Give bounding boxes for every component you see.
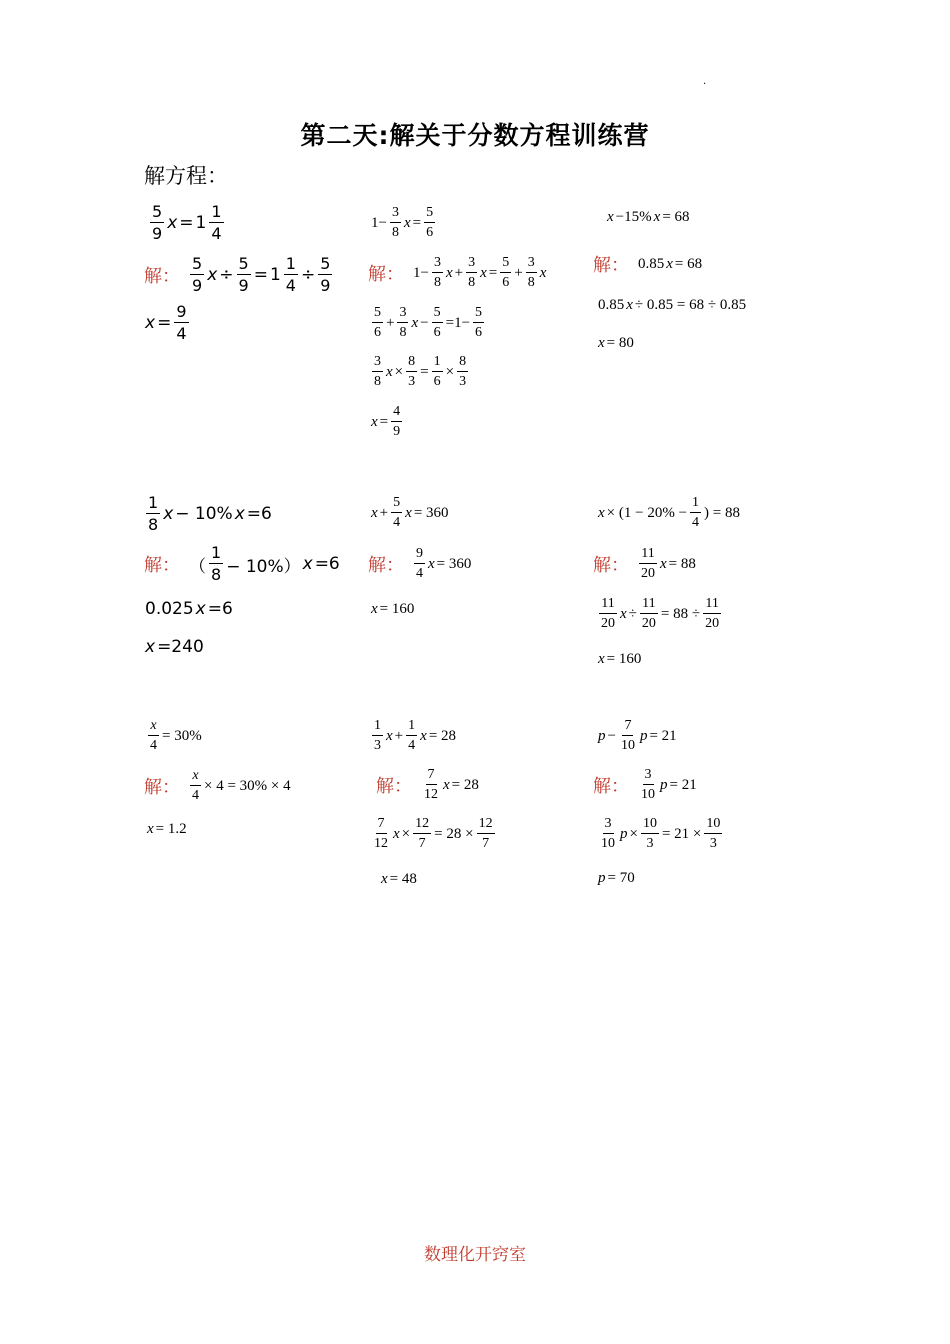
solve-label: 解： (368, 555, 404, 576)
denominator: 9 (152, 224, 163, 243)
numerator: 10 (704, 817, 722, 834)
numerator: 3 (526, 256, 537, 273)
denominator: 8 (399, 325, 407, 340)
problem-1-equation (148, 204, 226, 242)
fraction (432, 306, 443, 340)
denominator: 20 (601, 616, 615, 631)
symbol: =6 (207, 599, 233, 619)
problem-3-step-3 (597, 335, 635, 352)
numerator: 1 (690, 496, 701, 513)
denominator: 8 (433, 275, 441, 290)
problem-8-equation (370, 719, 457, 753)
variable: x (195, 599, 206, 619)
denominator: 3 (374, 738, 381, 753)
numerator: 11 (640, 597, 657, 614)
numerator: 1 (148, 493, 159, 512)
numerator: 12 (477, 817, 495, 834)
fraction (457, 355, 468, 389)
denominator: 8 (468, 275, 476, 290)
numerator: 1 (285, 254, 296, 273)
problem-7-step-2 (146, 821, 188, 838)
fraction (477, 817, 495, 851)
fraction (639, 768, 657, 802)
problem-9-step-3 (597, 870, 636, 887)
denominator: 8 (391, 225, 399, 240)
symbol: =6 (246, 504, 272, 524)
symbol: 0.025 (145, 599, 194, 619)
fraction (209, 204, 223, 242)
numerator: 3 (432, 256, 443, 273)
solve-label: 解： (144, 555, 180, 576)
denominator: 9 (192, 276, 203, 295)
variable: x (403, 214, 411, 231)
symbol: × (629, 825, 638, 842)
denominator: 6 (426, 225, 434, 240)
denominator: 4 (211, 224, 222, 243)
numerator: x (190, 769, 200, 786)
symbol: − 10% (175, 504, 233, 524)
problem-2-step-2 (370, 306, 486, 340)
variable: x (381, 871, 388, 887)
symbol: = (488, 264, 498, 281)
symbol: = 360 (413, 504, 449, 521)
variable: x (145, 637, 156, 657)
fraction (413, 817, 431, 851)
variable: x (386, 727, 393, 744)
variable: x (607, 209, 614, 225)
symbol: = 360 (436, 555, 472, 572)
symbol: = 28 (451, 776, 479, 793)
solve-label: 解： (144, 777, 180, 798)
symbol: =240 (157, 637, 204, 657)
symbol: = (379, 413, 389, 430)
numerator: 5 (152, 202, 163, 221)
fraction (526, 256, 537, 290)
numerator: 5 (372, 306, 383, 323)
symbol: × (401, 825, 411, 842)
denominator: 9 (238, 276, 249, 295)
symbol: × (394, 363, 404, 380)
numerator: x (148, 719, 158, 736)
variable: p (639, 727, 648, 744)
fraction (390, 206, 401, 240)
denominator: 4 (176, 324, 187, 343)
problem-4-step-3 (144, 637, 205, 657)
denominator: 6 (502, 275, 510, 290)
problem-6-step-3 (597, 651, 642, 668)
symbol: − (607, 727, 616, 744)
symbol: × (1 − 20% − (606, 504, 688, 521)
problem-4-equation (144, 495, 273, 533)
symbol: −15% (615, 209, 652, 225)
fraction (209, 545, 223, 583)
symbol: （ (189, 556, 206, 577)
numerator: 5 (391, 496, 402, 513)
numerator: 9 (176, 302, 187, 321)
fraction (466, 256, 477, 290)
fraction (641, 817, 659, 851)
symbol: + (394, 727, 404, 744)
variable: x (411, 314, 419, 331)
numerator: 3 (603, 817, 614, 834)
problem-5-step-2 (370, 601, 415, 618)
denominator: 10 (620, 738, 635, 753)
variable: x (207, 265, 218, 285)
variable: p (598, 870, 606, 886)
fraction (424, 206, 435, 240)
denominator: 10 (601, 836, 615, 851)
symbol: = (412, 214, 422, 231)
solve-label: 解： (368, 264, 404, 285)
fraction (432, 256, 443, 290)
numerator: 5 (320, 254, 331, 273)
numerator: 4 (391, 405, 402, 422)
problem-1-step-1 (144, 256, 334, 294)
symbol: = (420, 363, 429, 380)
symbol: = 70 (607, 870, 635, 886)
numerator: 1 (211, 543, 222, 562)
numerator: 12 (413, 817, 431, 834)
fraction (318, 256, 332, 294)
variable: x (420, 727, 427, 744)
fraction (414, 547, 425, 581)
denominator: 6 (433, 374, 441, 389)
variable: x (666, 255, 673, 272)
fraction (372, 817, 390, 851)
fraction (619, 719, 637, 753)
symbol: × (445, 363, 455, 380)
denominator: 4 (192, 788, 199, 803)
fraction (473, 306, 484, 340)
symbol: = 1.2 (155, 821, 187, 837)
numerator: 5 (192, 254, 203, 273)
numerator: 1 (432, 355, 443, 372)
symbol: = 28 (428, 727, 457, 744)
fraction (406, 355, 417, 389)
variable: x (371, 413, 378, 430)
denominator: 12 (424, 787, 438, 802)
fraction (640, 597, 658, 631)
numerator: 10 (641, 817, 659, 834)
fraction (391, 405, 402, 439)
problem-5-step-1 (368, 547, 472, 581)
symbol: = 21 (649, 727, 677, 744)
symbol: = 21 × (661, 825, 702, 842)
variable: p (660, 776, 668, 793)
symbol: =6 (314, 554, 340, 574)
variable: x (371, 504, 378, 521)
problem-2-step-3 (370, 355, 470, 389)
denominator: 4 (408, 738, 416, 753)
numerator: 3 (466, 256, 477, 273)
variable: x (393, 825, 400, 842)
numerator: 5 (432, 306, 443, 323)
fraction (237, 256, 251, 294)
denominator: 3 (709, 836, 717, 851)
numerator: 1 (372, 719, 383, 736)
fraction (190, 256, 204, 294)
problem-6-equation (597, 496, 741, 530)
symbol: = 68 (662, 209, 690, 225)
symbol: + (514, 264, 523, 281)
problem-8-step-3 (380, 871, 418, 888)
symbol: 1− (413, 264, 429, 281)
fraction (372, 719, 383, 753)
whole-part: 1 (195, 213, 207, 233)
footer-brand: 数理化开窍室 (424, 1245, 526, 1265)
fraction (146, 495, 160, 533)
denominator: 8 (211, 565, 222, 584)
problem-8-step-2 (370, 817, 497, 851)
numerator: 7 (622, 719, 633, 736)
symbol: + (454, 264, 464, 281)
variable: x (234, 504, 245, 524)
solve-label: 解： (593, 776, 629, 797)
problem-4-step-2 (144, 599, 234, 619)
fraction (174, 304, 188, 342)
denominator: 4 (692, 515, 700, 530)
denominator: 12 (374, 836, 388, 851)
symbol: = 160 (379, 601, 415, 617)
fraction (500, 256, 511, 290)
variable: x (405, 504, 412, 521)
numerator: 11 (599, 597, 616, 614)
denominator: 9 (393, 424, 401, 439)
symbol: = (253, 265, 268, 285)
symbol: = 80 (606, 335, 634, 351)
denominator: 20 (641, 566, 655, 581)
problem-2-step-4 (370, 405, 404, 439)
numerator: 5 (500, 256, 511, 273)
denominator: 8 (148, 515, 159, 534)
mixed-number (269, 256, 300, 294)
symbol: =1− (445, 314, 471, 331)
fraction (284, 256, 298, 294)
problem-6-step-2 (597, 597, 723, 631)
numerator: 3 (643, 768, 654, 785)
problem-7-step-1 (144, 769, 292, 803)
denominator: 20 (641, 616, 656, 631)
fraction (639, 547, 657, 581)
variable: x (145, 313, 156, 333)
denominator: 8 (374, 374, 381, 389)
symbol: = 30% (162, 727, 202, 744)
numerator: 7 (376, 817, 387, 834)
denominator: 4 (150, 738, 157, 753)
variable: x (386, 363, 393, 380)
problem-7-equation (146, 719, 203, 753)
numerator: 3 (372, 355, 383, 372)
problem-9-step-1 (593, 768, 698, 802)
variable: x (653, 209, 661, 225)
numerator: 1 (406, 719, 417, 736)
variable: x (167, 213, 178, 233)
variable: x (660, 555, 667, 572)
denominator: 10 (641, 787, 655, 802)
fraction (406, 719, 417, 753)
numerator: 11 (639, 547, 656, 564)
problem-3-equation (606, 209, 691, 226)
denominator: 6 (433, 325, 441, 340)
problem-4-step-1 (144, 545, 341, 583)
symbol: − (420, 314, 429, 331)
variable: x (626, 297, 633, 313)
symbol: = (157, 313, 172, 333)
fraction (704, 817, 722, 851)
variable: x (598, 335, 605, 351)
symbol: ÷ (628, 605, 637, 622)
problem-3-step-2 (597, 297, 747, 314)
fraction (397, 306, 408, 340)
variable: x (598, 651, 605, 667)
corner-mark: . (703, 76, 707, 87)
symbol: + (386, 314, 395, 331)
problem-9-equation (597, 719, 678, 753)
variable: x (445, 264, 453, 281)
fraction (372, 355, 383, 389)
variable: x (371, 601, 378, 617)
symbol: 1− (371, 214, 387, 231)
symbol: 0.85 (598, 297, 625, 313)
fraction (599, 817, 617, 851)
problem-9-step-2 (597, 817, 724, 851)
numerator: 1 (211, 202, 222, 221)
symbol: + (379, 504, 389, 521)
whole-part: 1 (269, 265, 281, 285)
symbol: 0.85 (638, 255, 665, 272)
problem-5-equation (370, 496, 450, 530)
fraction (372, 306, 383, 340)
variable: p (620, 825, 628, 842)
numerator: 3 (390, 206, 401, 223)
fraction (391, 496, 402, 530)
fraction (703, 597, 721, 631)
numerator: 5 (238, 254, 249, 273)
symbol: = 28 × (434, 825, 474, 842)
variable: x (302, 554, 313, 574)
solve-label: 解： (376, 776, 412, 797)
numerator: 8 (457, 355, 468, 372)
numerator: 9 (414, 547, 425, 564)
numerator: 7 (426, 768, 437, 785)
denominator: 6 (475, 325, 483, 340)
problem-8-step-1 (376, 768, 480, 802)
symbol: ) = 88 (704, 504, 741, 521)
problem-3-step-1 (593, 251, 703, 277)
numerator: 5 (424, 206, 435, 223)
numerator: 3 (397, 306, 408, 323)
denominator: 3 (646, 836, 654, 851)
denominator: 3 (459, 374, 467, 389)
denominator: 7 (418, 836, 426, 851)
problem-6-step-1 (593, 547, 697, 581)
symbol: × 4 = 30% × 4 (204, 777, 291, 794)
fraction (690, 496, 701, 530)
symbol: = 160 (606, 651, 642, 667)
denominator: 6 (374, 325, 381, 340)
symbol: ÷ (219, 265, 234, 285)
symbol: = 48 (389, 871, 417, 887)
variable: p (598, 727, 606, 744)
numerator: 8 (406, 355, 417, 372)
fraction (422, 768, 440, 802)
symbol: = 88 (668, 555, 696, 572)
fraction (599, 597, 617, 631)
denominator: 4 (285, 276, 296, 295)
denominator: 3 (408, 374, 416, 389)
numerator: 11 (703, 597, 720, 614)
denominator: 20 (705, 616, 720, 631)
symbol: = (179, 213, 194, 233)
symbol: ÷ 0.85 = 68 ÷ 0.85 (634, 297, 747, 313)
fraction (148, 719, 159, 753)
symbol: = 21 (669, 776, 697, 793)
solve-label: 解： (593, 255, 629, 276)
problem-1-step-2 (144, 304, 191, 342)
fraction (150, 204, 164, 242)
solve-label: 解： (144, 266, 180, 287)
problem-2-step-1 (368, 256, 547, 290)
variable: x (480, 264, 487, 281)
symbol: = 88 ÷ (660, 605, 701, 622)
symbol: − 10%） (226, 556, 301, 577)
numerator: 5 (473, 306, 484, 323)
variable: x (620, 605, 627, 622)
variable: x (147, 821, 154, 837)
symbol: ÷ (300, 265, 316, 285)
variable: x (163, 504, 174, 524)
denominator: 8 (527, 275, 535, 290)
variable: x (443, 776, 450, 793)
fraction (432, 355, 443, 389)
solve-label: 解： (593, 555, 629, 576)
symbol: = 68 (674, 255, 703, 272)
fraction (190, 769, 201, 803)
problem-2-equation (370, 206, 437, 240)
variable: x (428, 555, 435, 572)
denominator: 4 (416, 566, 423, 581)
denominator: 7 (482, 836, 490, 851)
instruction-label: 解方程： (144, 164, 228, 188)
variable: x (598, 504, 605, 521)
denominator: 9 (320, 276, 331, 295)
page-title: 第二天:解关于分数方程训练营 (300, 121, 650, 150)
denominator: 4 (393, 515, 401, 530)
mixed-number (195, 204, 226, 242)
variable: x (539, 264, 547, 281)
